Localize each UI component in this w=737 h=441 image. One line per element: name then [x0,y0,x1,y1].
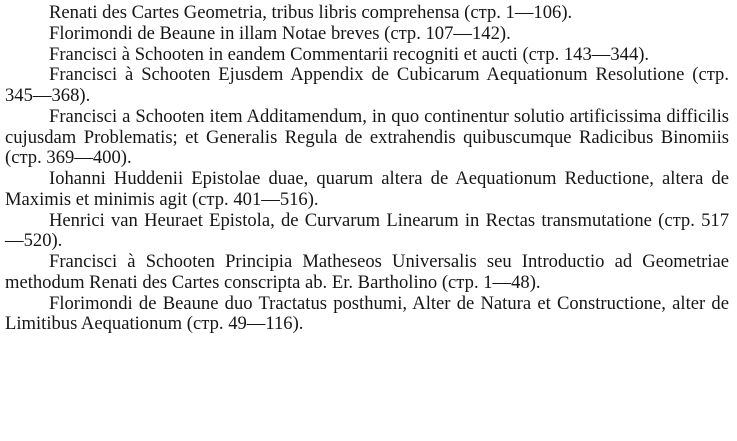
entry-schooten-appendix: Francisci à Schooten Ejusdem Appendix de Cubicarum Aequationum Resolutione (стр. 345—368). [5,64,729,106]
entry-schooten-commentarii: Francisci à Schooten in eandem Commentarii recogniti et aucti (стр. 143—344). [49,43,650,65]
entry-beaune-tractatus: Florimondi de Beaune duo Tractatus posthumi, Alter de Natura et Constructione, alter de Limitibus Aequationum (стр. 49—116). [5,292,729,335]
entry-schooten-principia: Francisci à Schooten Principia Matheseos Universalis seu Introductio ad Geometriae methodum Renati des Cartes conscripta ab. Er. Bartholino (стр. 1—48). [5,251,729,293]
entry-beaune-notae: Florimondi de Beaune in illam Notae breves (стр. 107—142). [49,22,511,44]
entry-hudde-epistolae: Iohanni Huddenii Epistolae duae, quarum altera de Aequationum Reductione, altera de Maximis et minimis agit (стр. 401—516). [5,168,729,210]
entry-heuraet-epistola: Henrici van Heuraet Epistola, de Curvarum Linearum in Rectas transmutatione (стр. 517—520). [5,209,729,252]
entry-descartes-geometria: Renati des Cartes Geometria, tribus libris comprehensa (стр. 1—106). [49,2,573,23]
entry-schooten-additamendum: Francisci a Schooten item Additamendum, in quo continentur solutio artificissima difficilis cujusdam Problematis; et Generalis Regula de extrahendis quibuscumque Radicibus Binomiis (стр. 369—400). [5,105,729,169]
